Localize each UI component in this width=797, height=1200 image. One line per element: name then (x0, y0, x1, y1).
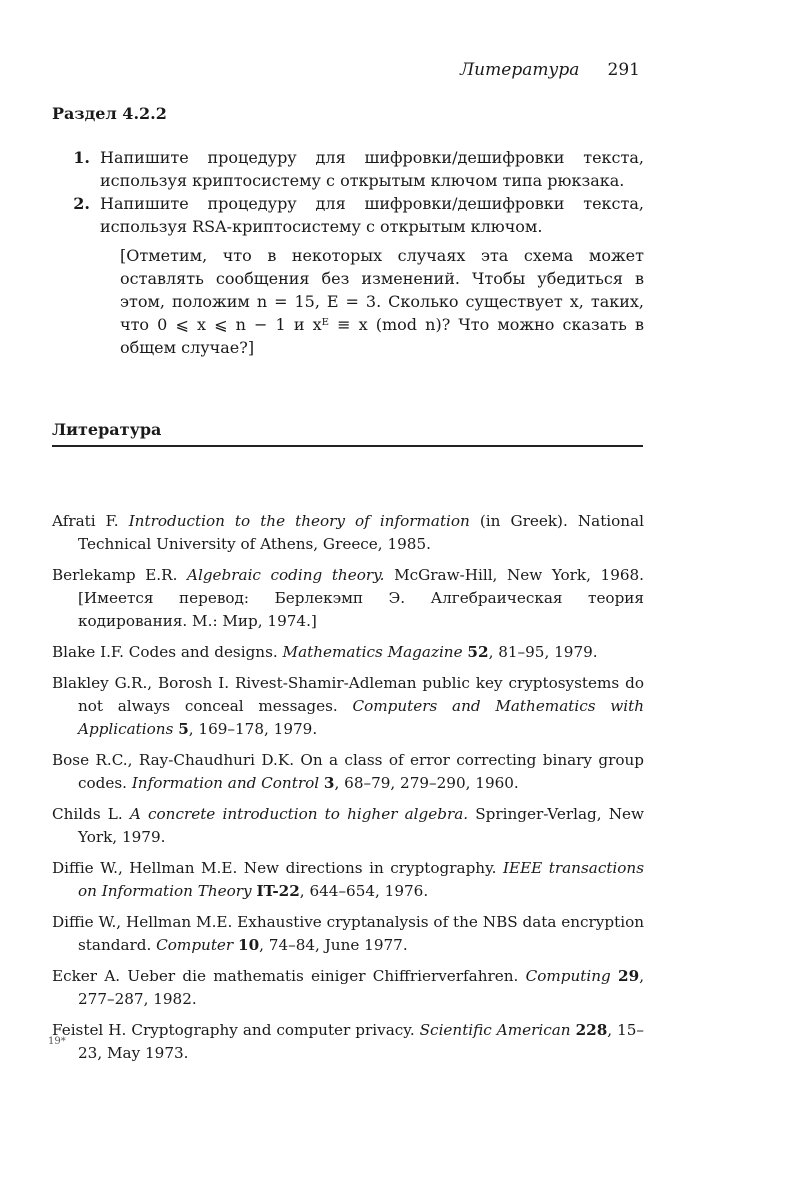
ref-volume: 52 (467, 643, 489, 661)
ref-rest: , 68–79, 279–290, 1960. (334, 774, 519, 792)
ref-rest: , 74–84, June 1977. (259, 936, 408, 954)
exercise-item (52, 192, 644, 238)
ref-title: IEEE transactions on Information Theory (78, 859, 644, 900)
exercise-text: Напишите процедуру для шифровки/дешифровки текста, используя криптосистему с открытым ключом типа рюкзака. (100, 148, 644, 190)
running-head (460, 60, 640, 80)
ref-volume: 228 (575, 1021, 608, 1039)
reference-item (52, 641, 644, 664)
ref-rest: McGraw-Hill, New York, 1968. [Имеется перевод: Берлекэмп Э. Алгебраическая теория кодирования. М.: Мир, 1974.] (78, 566, 645, 630)
exercise-number: 2. (73, 194, 90, 213)
reference-item (52, 911, 644, 957)
exercise-number: 1. (73, 148, 90, 167)
reference-item (52, 564, 644, 633)
ref-rest: , 644–654, 1976. (299, 882, 429, 900)
ref-author: Afrati F. (52, 512, 119, 530)
page-number: 291 (607, 60, 640, 80)
ref-author: Berlekamp E.R. (52, 566, 178, 584)
reference-item (52, 1019, 644, 1065)
exercise-note: [Отметим, что в некоторых случаях эта схема может оставлять сообщения без изменений. Чтобы убедиться в этом, положим n = 15, E = 3. Сколько существует x, таких, что 0 ⩽ x ⩽ n − 1 и xᴱ ≡ x (mod n)? Что можно сказать в общем случае?] (120, 246, 644, 357)
ref-title: Computers and Mathematics with Applications (78, 697, 644, 738)
ref-title: Computer (156, 936, 234, 954)
ref-volume: IT-22 (256, 882, 300, 900)
ref-volume: 10 (238, 936, 260, 954)
reference-item (52, 510, 644, 556)
ref-author: Diffie W., Hellman M.E. Exhaustive cryptanalysis of the NBS data encryption standard. (52, 913, 644, 954)
reference-list (52, 510, 644, 1073)
ref-author: Diffie W., Hellman M.E. New directions in cryptography. (52, 859, 497, 877)
ref-author: Blakley G.R., Borosh I. Rivest-Shamir-Adleman public key cryptosystems do not always conceal messages. (52, 674, 644, 715)
section-title: Раздел 4.2.2 (52, 104, 167, 123)
ref-title: Information and Control (131, 774, 320, 792)
reference-item (52, 965, 644, 1011)
ref-author: Bose R.C., Ray-Chaudhuri D.K. On a class of error correcting binary group codes. (52, 751, 644, 792)
ref-title: Introduction to the theory of information (128, 512, 470, 530)
signature-mark: 19* (48, 1036, 66, 1047)
ref-rest: , 81–95, 1979. (488, 643, 598, 661)
reference-item (52, 749, 644, 795)
ref-title: Mathematics Magazine (282, 643, 463, 661)
ref-title: A concrete introduction to higher algebra. (129, 805, 469, 823)
ref-author: Blake I.F. Codes and designs. (52, 643, 278, 661)
ref-rest: , 15–23, May 1973. (78, 1021, 645, 1062)
ref-title: Computing (525, 967, 611, 985)
ref-title: Algebraic coding theory. (187, 566, 385, 584)
ref-author: Ecker A. Ueber die mathematis einiger Chiffrierverfahren. (52, 967, 519, 985)
reference-item (52, 803, 644, 849)
reference-item (52, 672, 644, 741)
running-head-title: Литература (460, 60, 580, 80)
ref-rest: , 277–287, 1982. (78, 967, 645, 1008)
exercise-item (52, 146, 644, 192)
ref-volume: 3 (323, 774, 335, 792)
exercise-list (52, 146, 644, 359)
literature-heading: Литература (52, 420, 162, 439)
reference-item (52, 857, 644, 903)
heading-rule (52, 445, 643, 447)
ref-author: Childs L. (52, 805, 123, 823)
ref-volume: 5 (178, 720, 189, 738)
ref-rest: (in Greek). National Technical University of Athens, Greece, 1985. (78, 512, 644, 553)
ref-title: Scientific American (419, 1021, 571, 1039)
ref-volume: 29 (618, 967, 640, 985)
ref-rest: , 169–178, 1979. (188, 720, 318, 738)
exercise-text: Напишите процедуру для шифровки/дешифровки текста, используя RSA-криптосистему с открытым ключом. (100, 194, 644, 236)
ref-rest: Springer-Verlag, New York, 1979. (78, 805, 645, 846)
ref-author: Feistel H. Cryptography and computer privacy. (52, 1021, 415, 1039)
